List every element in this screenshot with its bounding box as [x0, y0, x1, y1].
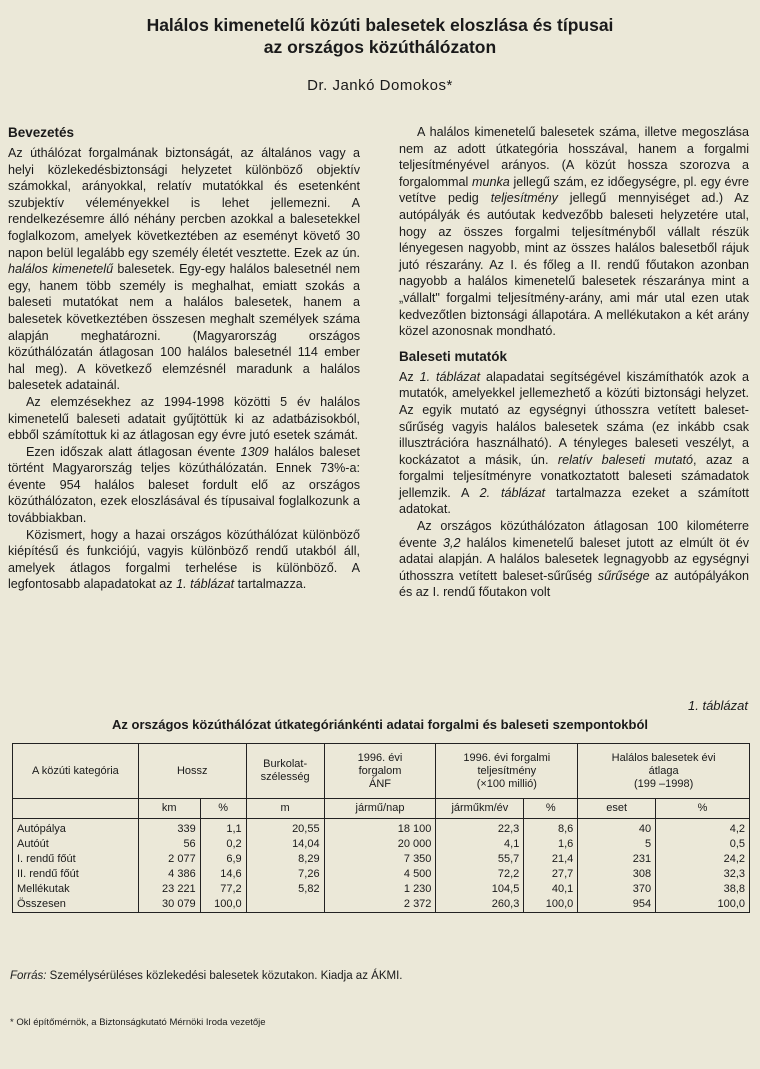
table-title: Az országos közúthálózat útkategóriánkénti adatai forgalmi és baleseti szempontokból	[112, 717, 648, 732]
author: Dr. Jankó Domokos*	[307, 77, 453, 94]
header-fatal-accidents: Halálos balesetek évi átlaga (199 –1998)	[578, 744, 750, 799]
source-note: Forrás: Személysérüléses közlekedési balesetek közutakon. Kiadja az ÁKMI.	[10, 970, 403, 982]
title-line-2: az országos közúthálózaton	[263, 37, 497, 57]
paragraph: A halálos kimenetelű balesetek száma, illetve megoszlása nem az adott útkategória hosszával, hanem a forgalmi teljesítményével arányos. (A közút hossza szorozva a forgalommal munka jellegű szám, ez időegységre, pl. egy évre vetítve pedig teljesítmény jellegű mennyiséget ad.) Az autópályák és autóutak kedvezőbb baleseti helyzetére utal, hogy az összes forgalmi teljesítményből vállalt részük lényegesen nagyobb, mint az összes halálos balesetből rájuk jutó részarány. Az I. és főleg a II. rendű főutakon azonban nagyobb a halálos kimenetelű balesetek részaránya mint a „vállalt" forgalmi teljesítmény-arány, ami már utal ezen utak kedvezőtlen biztonsági állapotára. A mellékutakon a két arány közel azonosnak mondható.	[399, 125, 749, 339]
unit-pct: %	[200, 799, 246, 819]
table-row: II. rendű főút 4 386 14,6 7,26 4 500 72,2 27,7 308 32,3	[13, 867, 750, 882]
table-row: Autóút 56 0,2 14,04 20 000 4,1 1,6 5 0,5	[13, 837, 750, 852]
unit-eset: eset	[578, 799, 656, 819]
left-column	[8, 124, 360, 593]
table-row: I. rendű főút 2 077 6,9 8,29 7 350 55,7 21,4 231 24,2	[13, 852, 750, 867]
header-category: A közúti kategória	[13, 744, 139, 799]
header-length: Hossz	[138, 744, 246, 799]
table-row: Mellékutak 23 221 77,2 5,82 1 230 104,5 40,1 370 38,8	[13, 882, 750, 897]
paragraph: Az 1. táblázat alapadatai segítségével kiszámíthatók azok a mutatók, amelyekkel jellemezhető a közúti biztonsági helyzet. Az egyik mutató az egységnyi úthosszra vetített baleset-sűrűség vagyis halálos balesetek száma (ez inkább csak illusztrációra használható). A tényleges baleseti veszélyt, a kockázatot a másik, ún. relatív baleseti mutató, azaz a forgalmi teljesítményre vonatkoztatott baleseti számadatok jellemzik. A 2. táblázat tartalmazza ezeket a számított adatokat.	[399, 369, 749, 517]
paragraph: Az elemzésekhez az 1994-1998 közötti 5 év halálos kimenetelű baleseti adatait gyűjtöttük ki az adatbázisokból, ebből számítottuk ki az átlagosan egy évre jutó esetek számát.	[8, 394, 360, 443]
table-number: 1. táblázat	[688, 698, 748, 713]
table-row: Autópálya 339 1,1 20,55 18 100 22,3 8,6 40 4,2	[13, 819, 750, 838]
road-category-table	[12, 743, 750, 913]
article-title	[0, 14, 760, 58]
header-pavement: Burkolat-szélesség	[246, 744, 324, 799]
paragraph: Az országos közúthálózaton átlagosan 100 kilométerre évente 3,2 halálos kimenetelű baleset jutott az elmúlt öt év adatai alapján. A halálos balesetek legnagyobb az egységnyi úthosszra vetített baleset-sűrűség sűrűsége az autópályákon és az I. rendű főutakon volt	[399, 519, 749, 600]
paragraph: Közismert, hogy a hazai országos közúthálózat különböző kiépítésű és funkciójú, vagyis különböző rendű utakból áll, amelyek átlagos forgalmi terhelése is különböző. A legfontosabb alapadatokat az 1. táblázat tartalmazza.	[8, 527, 360, 592]
header-traffic: 1996. évi forgalom ÁNF	[324, 744, 436, 799]
unit-pct: %	[524, 799, 578, 819]
paragraph: Az úthálózat forgalmának biztonságát, az általános vagy a helyi közlekedésbiztonsági helyzetet különböző objektív számokkal, arányokkal, relatív mutatókkal és esetenként szubjektív véleményekkel is lehet jellemezni. A rendelkezésemre álló néhány percben azokkal a balesetekkel foglalkozom, amelyek következtében az eseményt követő 30 napon belül legalább egy személy életét vesztette. Ezek az ún. halálos kimenetelű balesetek. Egy-egy halálos balesetnél nem egy, hanem több személy is meghalhat, emiatt szokás a baleseti mutatókat nem a halálos balesetek, hanem a balesetek következtében összesen meghalt személyek száma alapján meghatározni. (Magyarország országos közúthálózatán átlagosan 100 halálos balesetnél 114 ember hal meg). A következő elemzésnél maradunk a halálos balesetek adatainál.	[8, 146, 360, 393]
unit-km: km	[138, 799, 200, 819]
title-line-1: Halálos kimenetelű közúti balesetek eloszlása és típusai	[146, 15, 614, 35]
paragraph: Ezen időszak alatt átlagosan évente 1309 halálos baleset történt Magyarország teljes közúthálózatán. Ennek 73%-a: évente 954 halálos baleset fordult elő az országos közúthálózaton, ezek eloszlásával és típusaival foglalkozunk a továbbiakban.	[8, 444, 360, 526]
section-heading-accident-indicators: Baleseti mutatók	[399, 348, 508, 364]
section-heading-introduction: Bevezetés	[8, 125, 75, 140]
unit-empty	[13, 799, 139, 819]
footnote: * Okl építőmérnök, a Biztonságkutató Mérnöki Iroda vezetője	[10, 1017, 266, 1028]
right-column	[399, 124, 749, 601]
header-performance: 1996. évi forgalmi teljesítmény (×100 millió)	[436, 744, 578, 799]
unit-vehkm-year: járműkm/év	[436, 799, 524, 819]
table-row-total: Összesen 30 079 100,0 2 372 260,3 100,0 954 100,0	[13, 897, 750, 913]
unit-m: m	[246, 799, 324, 819]
unit-pct: %	[656, 799, 750, 819]
unit-veh-day: jármű/nap	[324, 799, 436, 819]
